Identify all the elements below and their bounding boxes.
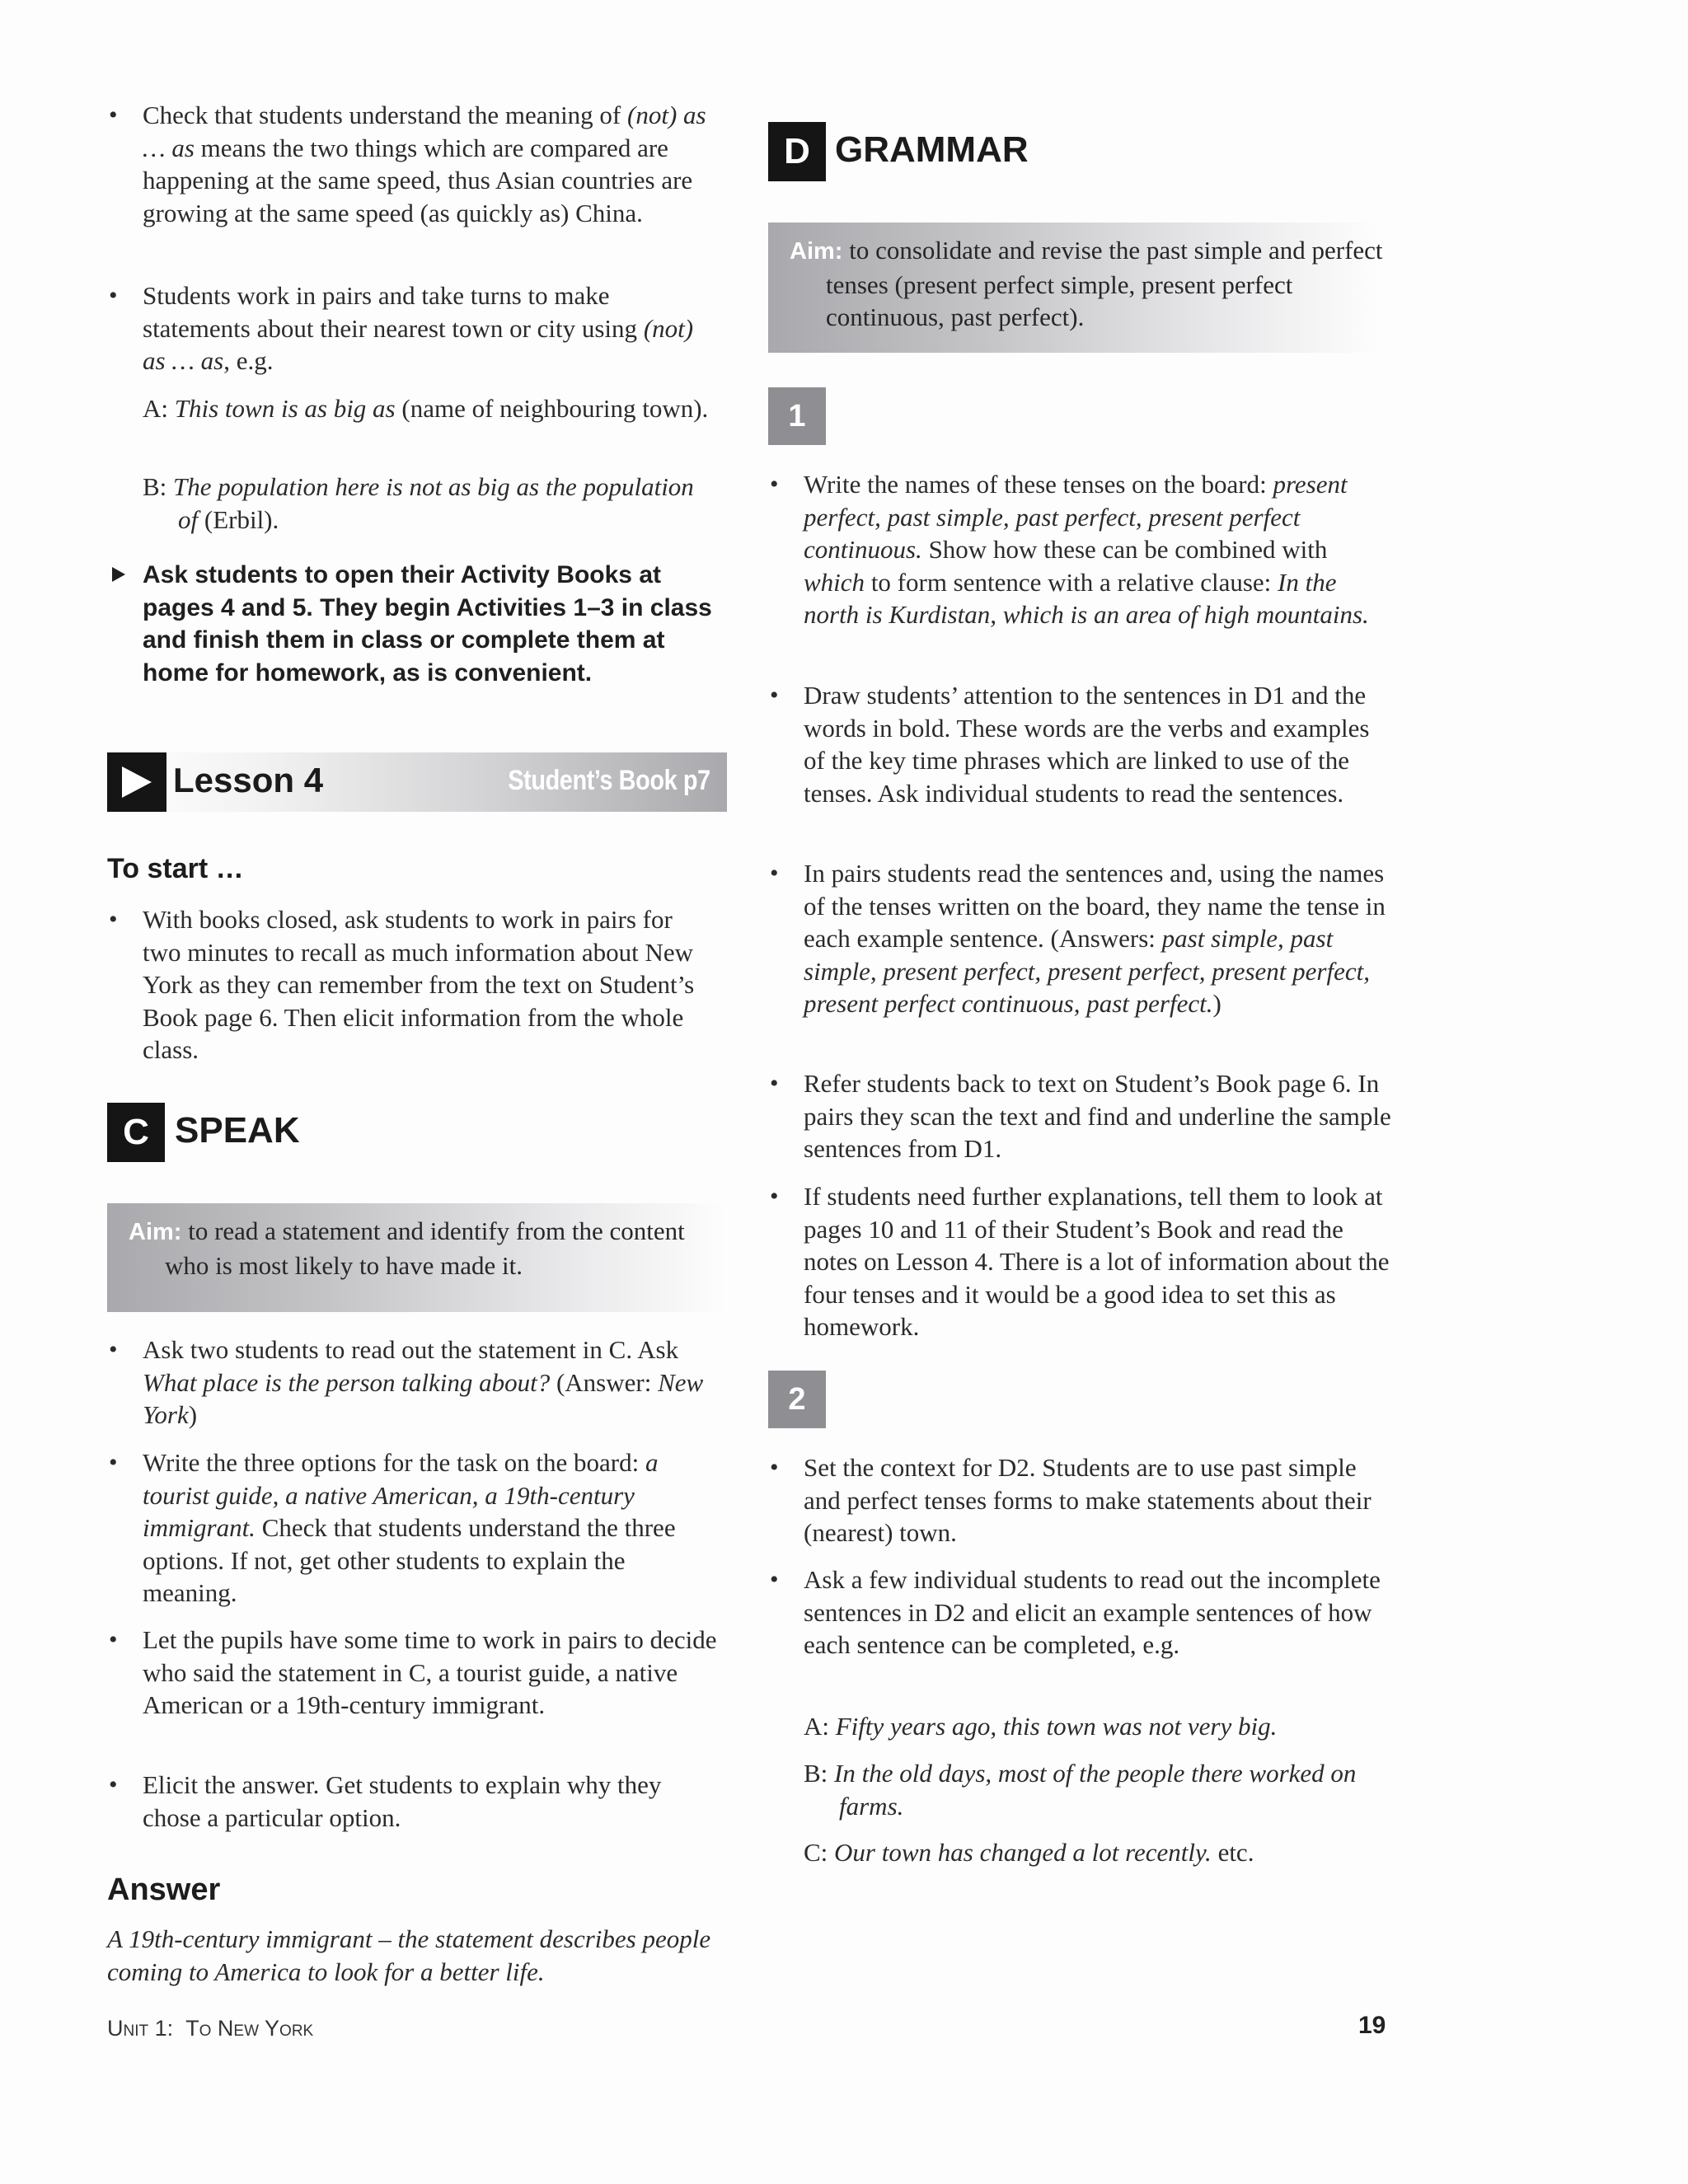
bullet-tense-names: • Write the names of these tenses on the board: present perfect, past simple, past perfect, present perfect continuous. Show how these can be combined with which to form sentence with a relative clause: In the north is Kurdistan, which is an area of high mountains. xyxy=(768,468,1395,631)
section-d-letter: D xyxy=(768,122,826,181)
bullet-check-meaning: • Check that students understand the meaning of (not) as … as means the two things which are compared are happening at the same speed, thus Asian countries are growing at the same speed (as quickly as) China. xyxy=(107,99,717,229)
bullet-elicit-answer: • Elicit the answer. Get students to explain why they chose a particular option. xyxy=(107,1769,717,1834)
to-start-heading: To start … xyxy=(107,853,244,884)
example-b: B: The population here is not as big as the population of (Erbil). xyxy=(143,472,694,534)
bullet-read-statement: • Ask two students to read out the statement in C. Ask What place is the person talking about? (Answer: New York) xyxy=(107,1333,717,1432)
bullet-three-options: • Write the three options for the task on the board: a tourist guide, a native American, a 19th-century immigrant. Check that students understand the three options. If not, get other students to explain the meaning. xyxy=(107,1446,717,1610)
example-d2-b: B: In the old days, most of the people there worked on farms. xyxy=(804,1759,1357,1821)
arrow-bullet-icon xyxy=(112,567,125,582)
section-c-aim-box: Aim: to read a statement and identify from the content who is most likely to have made it. xyxy=(107,1203,725,1312)
play-arrow-icon xyxy=(107,752,166,812)
lesson-title: Lesson 4 xyxy=(173,761,324,799)
page-number: 19 xyxy=(1358,2012,1386,2039)
example-d2-c: C: Our town has changed a lot recently. etc. xyxy=(804,1838,1254,1867)
bullet-set-context: • Set the context for D2. Students are to use past simple and perfect tenses forms to make statements about their (nearest) town. xyxy=(768,1451,1395,1549)
section-d-aim-box: Aim: to consolidate and revise the past simple and perfect tenses (present perfect simple, present perfect continuous, past perfect). xyxy=(768,223,1378,353)
bullet-work-in-pairs: • Let the pupils have some time to work in pairs to decide who said the statement in C, a tourist guide, a native American or a 19th-century immigrant. xyxy=(107,1624,717,1722)
example-d2-a: A: Fifty years ago, this town was not very big. xyxy=(804,1712,1278,1741)
bullet-pairs-statements: • Students work in pairs and take turns to make statements about their nearest town or city using (not) as … as, e.g. xyxy=(107,279,717,377)
bullet-further-explanations: • If students need further explanations, tell them to look at pages 10 and 11 of their Student’s Book and read the notes on Lesson 4. There is a lot of information about the four tenses and it would be a good idea to set this as homework. xyxy=(768,1180,1395,1343)
answer-heading: Answer xyxy=(107,1872,221,1907)
bullet-attention-d1: • Draw students’ attention to the sentences in D1 and the words in bold. These words are the verbs and examples of the key time phrases which are linked to use of the tenses. Ask individual students to read the sentences. xyxy=(768,679,1395,809)
part-1-number: 1 xyxy=(768,387,826,445)
example-a: A: This town is as big as (name of neighbouring town). xyxy=(143,394,709,423)
bullet-books-closed: • With books closed, ask students to work in pairs for two minutes to recall as much information about New York as they can remember from the text on Student’s Book page 6. Then elicit information from the whole class. xyxy=(107,903,717,1066)
footer-unit: Unit 1: To New York xyxy=(107,2016,314,2041)
students-book-reference: Student’s Book p7 xyxy=(508,765,710,796)
bullet-refer-text: • Refer students back to text on Student’s Book page 6. In pairs they scan the text and find and underline the sample sentences from D1. xyxy=(768,1067,1395,1165)
bullet-name-tense: • In pairs students read the sentences and, using the names of the tenses written on the board, they name the tense in each example sentence. (Answers: past simple, past simple, present perfect, present perfect, present perfect, present perfect continuous, past perfect.) xyxy=(768,857,1395,1020)
bullet-individual-students: • Ask a few individual students to read out the incomplete sentences in D2 and elicit an example sentences of how each sentence can be completed, e.g. xyxy=(768,1563,1395,1661)
activity-book-instruction: Ask students to open their Activity Books at pages 4 and 5. They begin Activities 1–3 in class and finish them in class or complete them at home for homework, as is convenient. xyxy=(107,559,734,689)
section-d-title: GRAMMAR xyxy=(835,129,1029,170)
lesson-header-bar xyxy=(107,752,727,812)
section-c-letter: C xyxy=(107,1103,165,1162)
section-c-title: SPEAK xyxy=(175,1110,300,1151)
answer-text: A 19th-century immigrant – the statement describes people coming to America to look for a better life. xyxy=(107,1924,711,1986)
part-2-number: 2 xyxy=(768,1371,826,1428)
